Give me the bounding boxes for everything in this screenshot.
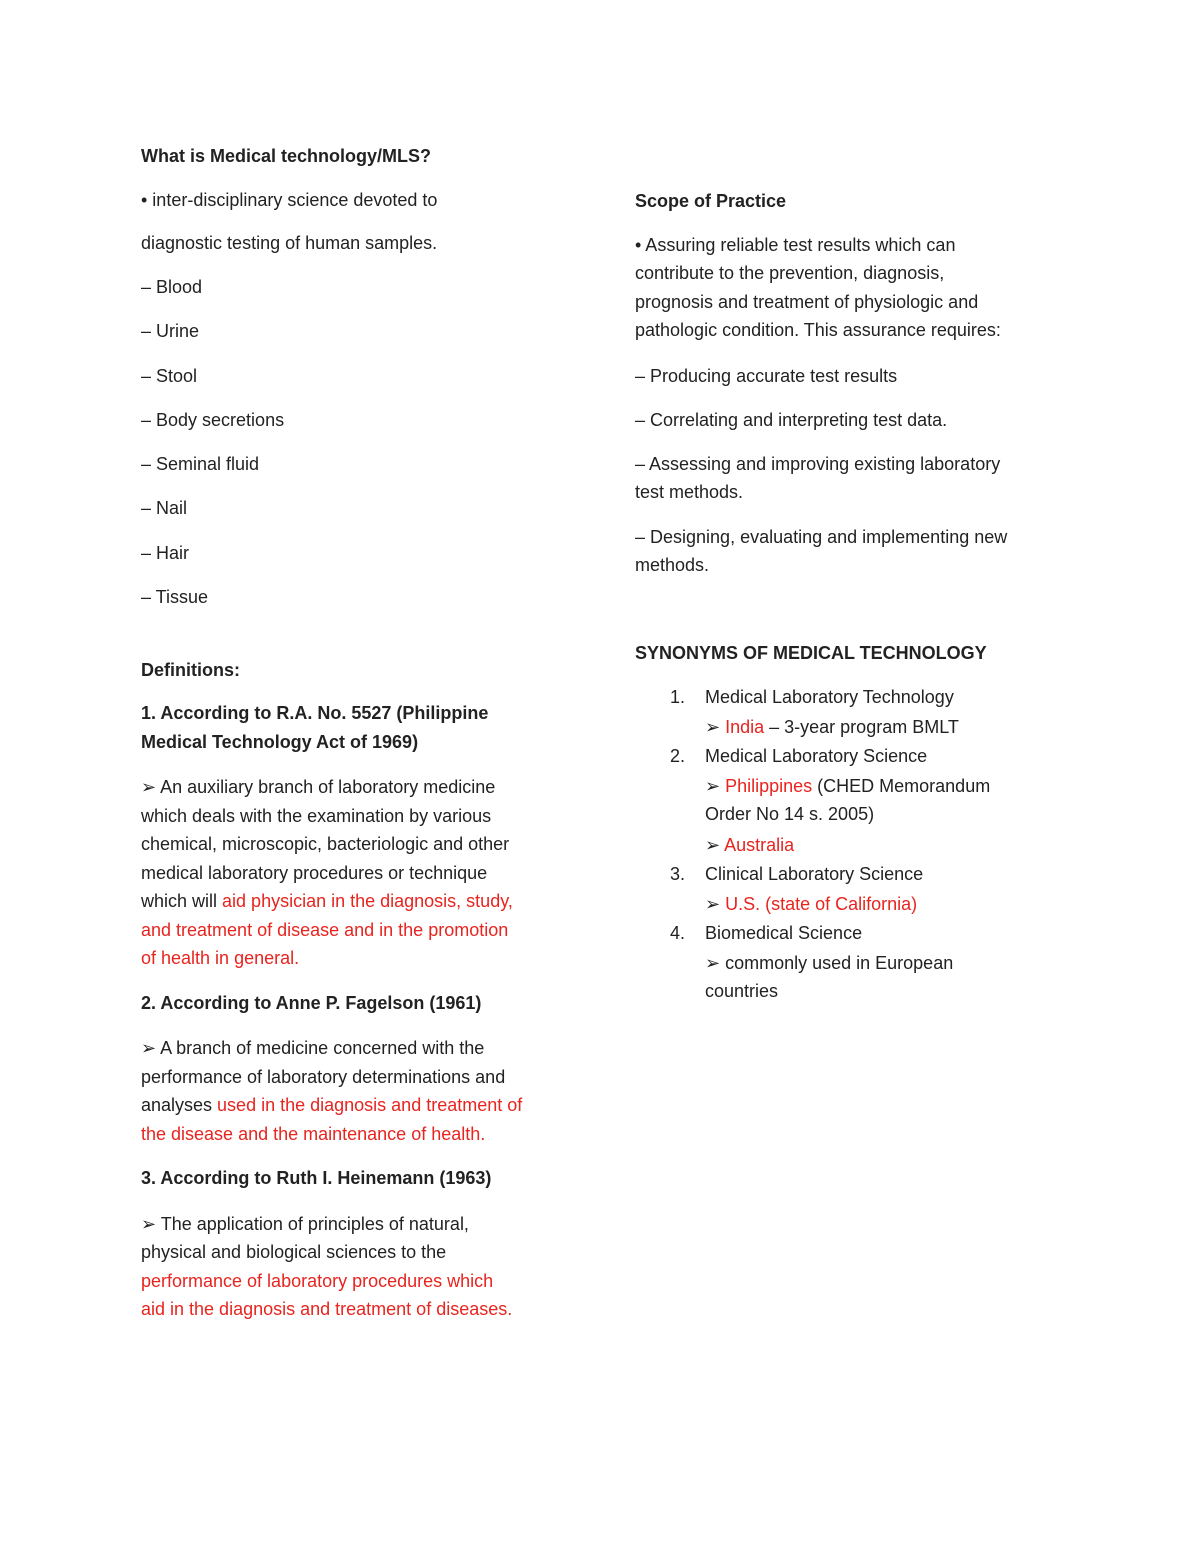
highlighted-text: of health in general. [141,948,300,969]
highlighted-text: performance of laboratory procedures which [141,1270,494,1291]
list-item: – Seminal fluid [141,454,260,475]
text-span: – 3-year program BMLT [764,716,959,737]
list-item: – Stool [141,365,198,386]
arrow-icon: ➢ [705,716,726,737]
arrow-icon: ➢ [705,834,725,855]
list-number: 2. [670,746,686,766]
list-item: – Urine [141,321,200,342]
list-item: – Body secretions [141,409,285,430]
highlighted-text: Australia [724,834,795,855]
highlighted-text: Philippines [725,775,813,796]
synonym-detail: countries [705,981,779,1001]
highlighted-text: used in the diagnosis and treatment of [217,1095,523,1116]
definitions-heading: Definitions: [141,659,240,680]
sample-list [141,273,571,612]
requirement-item: test methods. [635,482,744,502]
text-span: (CHED Memorandum [812,775,991,796]
synonyms-heading: SYNONYMS OF MEDICAL TECHNOLOGY [635,642,987,663]
synonym-detail [635,831,1065,860]
definition-text [141,1091,571,1120]
list-item [635,918,1065,949]
synonyms-list [635,682,1065,1006]
list-number: 1. [670,687,686,707]
text-span: which will [141,891,223,912]
arrow-icon: ➢ [705,893,726,914]
intro-line: diagnostic testing of human samples. [141,233,438,253]
definition-text: chemical, microscopic, bacteriologic and other [141,834,510,855]
list-item: – Blood [141,277,203,297]
list-item [635,741,1065,772]
right-column [635,187,1065,1006]
definition-text: physical and biological sciences to the [141,1242,447,1263]
scope-text: • Assuring reliable test results which can [635,234,956,255]
highlighted-text: aid in the diagnosis and treatment of diseases. [141,1299,513,1320]
requirement-item: – Correlating and interpreting test data. [635,409,948,430]
definition-heading: Medical Technology Act of 1969) [141,731,419,752]
intro-line: • inter-disciplinary science devoted to [141,189,438,210]
definition-text [141,887,571,916]
synonym-detail [635,772,1065,801]
section-title-what-is: What is Medical technology/MLS? [141,146,432,166]
scope-text: contribute to the prevention, diagnosis, [635,263,945,283]
left-column [141,142,571,1324]
requirement-item: – Designing, evaluating and implementing new [635,526,1008,547]
arrow-icon: ➢ [705,775,726,796]
scope-text: pathologic condition. This assurance requires: [635,320,1001,340]
definition-text: medical laboratory procedures or technique [141,862,488,883]
definition-heading: 1. According to R.A. No. 5527 (Philippine [141,703,489,724]
list-number: 3. [670,864,686,884]
requirement-item: – Assessing and improving existing laboratory [635,453,1001,474]
synonym-detail: ➢ commonly used in European [705,952,954,973]
highlighted-text: India [725,716,765,737]
synonym-name: Medical Laboratory Science [705,746,928,766]
definition-text: performance of laboratory determinations and [141,1066,506,1087]
list-item [635,859,1065,890]
synonym-name: Medical Laboratory Technology [705,687,954,707]
requirement-item: – Producing accurate test results [635,365,898,386]
highlighted-text: aid physician in the diagnosis, study, [222,891,513,912]
synonym-detail: Order No 14 s. 2005) [705,804,875,824]
list-item: – Hair [141,542,190,563]
highlighted-text: the disease and the maintenance of health. [141,1123,486,1144]
scope-text: prognosis and treatment of physiologic and [635,291,979,312]
highlighted-text: and treatment of disease and in the promotion [141,919,509,940]
scope-heading: Scope of Practice [635,191,787,211]
synonym-detail [635,890,1065,919]
synonym-name: Clinical Laboratory Science [705,864,924,884]
definition-text: which deals with the examination by various [141,805,492,826]
list-item: – Nail [141,498,188,519]
text-span: analyses [141,1095,218,1116]
synonym-name: Biomedical Science [705,923,863,943]
requirement-item: methods. [635,555,710,575]
definition-heading: 3. According to Ruth I. Heinemann (1963) [141,1168,492,1189]
list-item: – Tissue [141,587,209,608]
definition-heading: 2. According to Anne P. Fagelson (1961) [141,992,482,1013]
definition-text: ➢ An auxiliary branch of laboratory medicine [141,777,496,798]
highlighted-text: U.S. (state of California) [725,893,918,914]
definition-text: ➢ A branch of medicine concerned with the [141,1038,485,1059]
list-number: 4. [670,923,686,943]
definition-text: ➢ The application of principles of natural, [141,1213,469,1234]
list-item [635,682,1065,713]
synonym-detail [635,713,1065,742]
